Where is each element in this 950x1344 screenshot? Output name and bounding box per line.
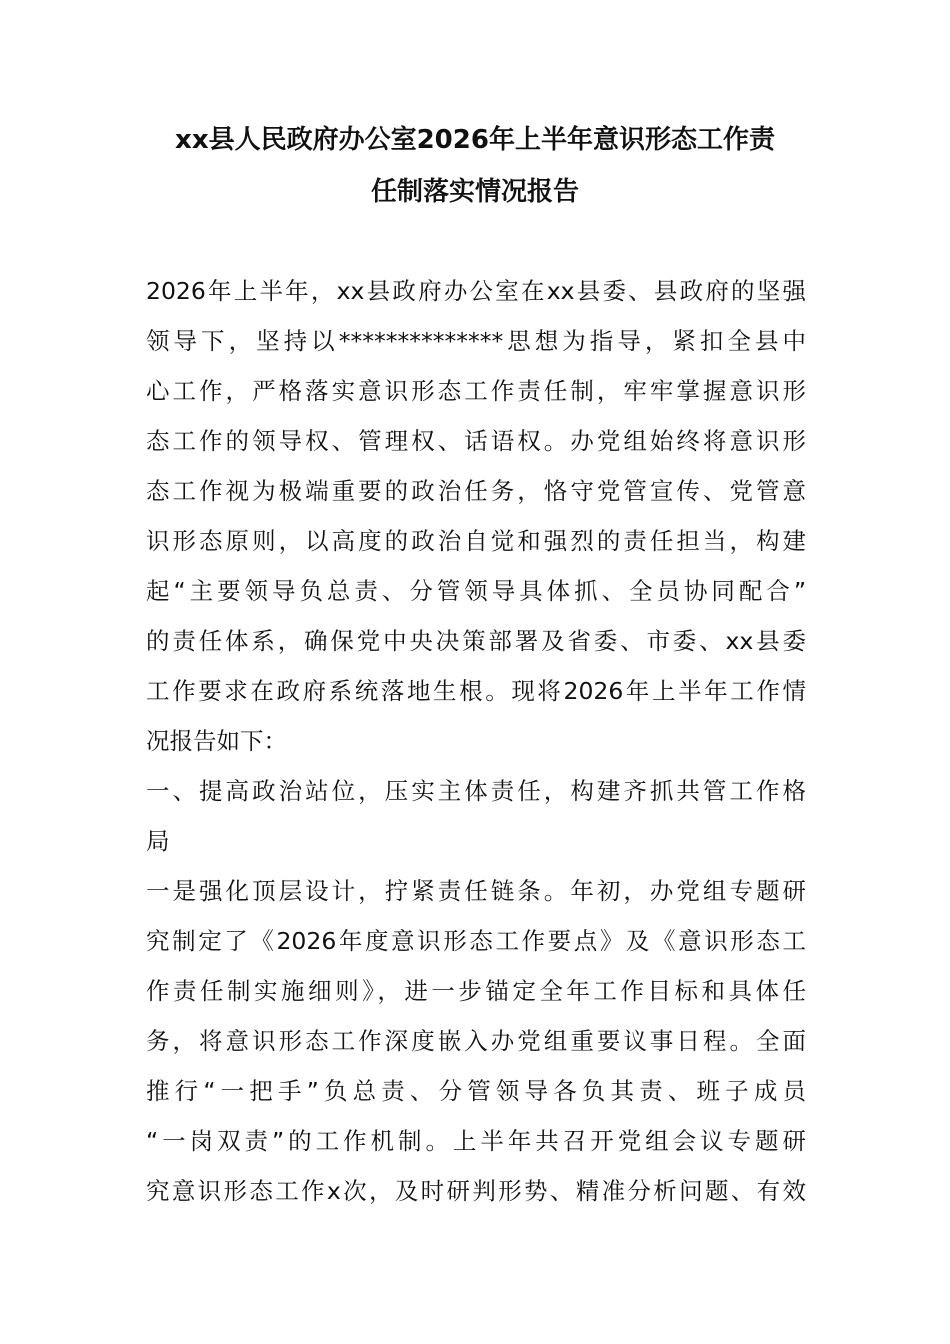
- body-line-3: 心工作，严格落实意识形态工作责任制，牢牢掌握意识形: [146, 377, 806, 405]
- body-line-10: 况报告如下：: [146, 727, 287, 755]
- section-heading-line-2: 局: [146, 827, 170, 855]
- body-line-5: 态工作视为极端重要的政治任务，恪守党管宣传、党管意: [146, 477, 806, 505]
- body-line-1: 2026年上半年，xx县政府办公室在xx县委、县政府的坚强: [146, 277, 806, 305]
- body-line-16: 务，将意识形态工作深度嵌入办党组重要议事日程。全面: [146, 1027, 806, 1055]
- body-line-9: 工作要求在政府系统落地生根。现将2026年上半年工作情: [146, 677, 806, 705]
- body-line-13: 一是强化顶层设计，拧紧责任链条。年初，办党组专题研: [146, 877, 806, 905]
- body-line-19: 究意识形态工作x次，及时研判形势、精准分析问题、有效: [146, 1177, 806, 1205]
- body-line-8: 的责任体系，确保党中央决策部署及省委、市委、xx县委: [146, 627, 806, 655]
- body-line-2: 领导下，坚持以**************思想为指导，紧扣全县中: [146, 327, 806, 355]
- body-line-17: 推行“一把手”负总责、分管领导各负其责、班子成员: [146, 1077, 806, 1105]
- body-line-7: 起“主要领导负总责、分管领导具体抓、全员协同配合”: [146, 577, 806, 605]
- body-line-18: “一岗双责”的工作机制。上半年共召开党组会议专题研: [146, 1127, 806, 1155]
- body-line-6: 识形态原则，以高度的政治自觉和强烈的责任担当，构建: [146, 527, 806, 555]
- document-title-line-1: xx县人民政府办公室2026年上半年意识形态工作责: [175, 125, 775, 155]
- body-line-15: 作责任制实施细则》，进一步锚定全年工作目标和具体任: [146, 977, 806, 1005]
- body-line-14: 究制定了《2026年度意识形态工作要点》及《意识形态工: [146, 927, 806, 955]
- document-title-line-2: 任制落实情况报告: [370, 177, 579, 207]
- section-heading-line-1: 一、提高政治站位，压实主体责任，构建齐抓共管工作格: [146, 777, 806, 805]
- body-line-4: 态工作的领导权、管理权、话语权。办党组始终将意识形: [146, 427, 806, 455]
